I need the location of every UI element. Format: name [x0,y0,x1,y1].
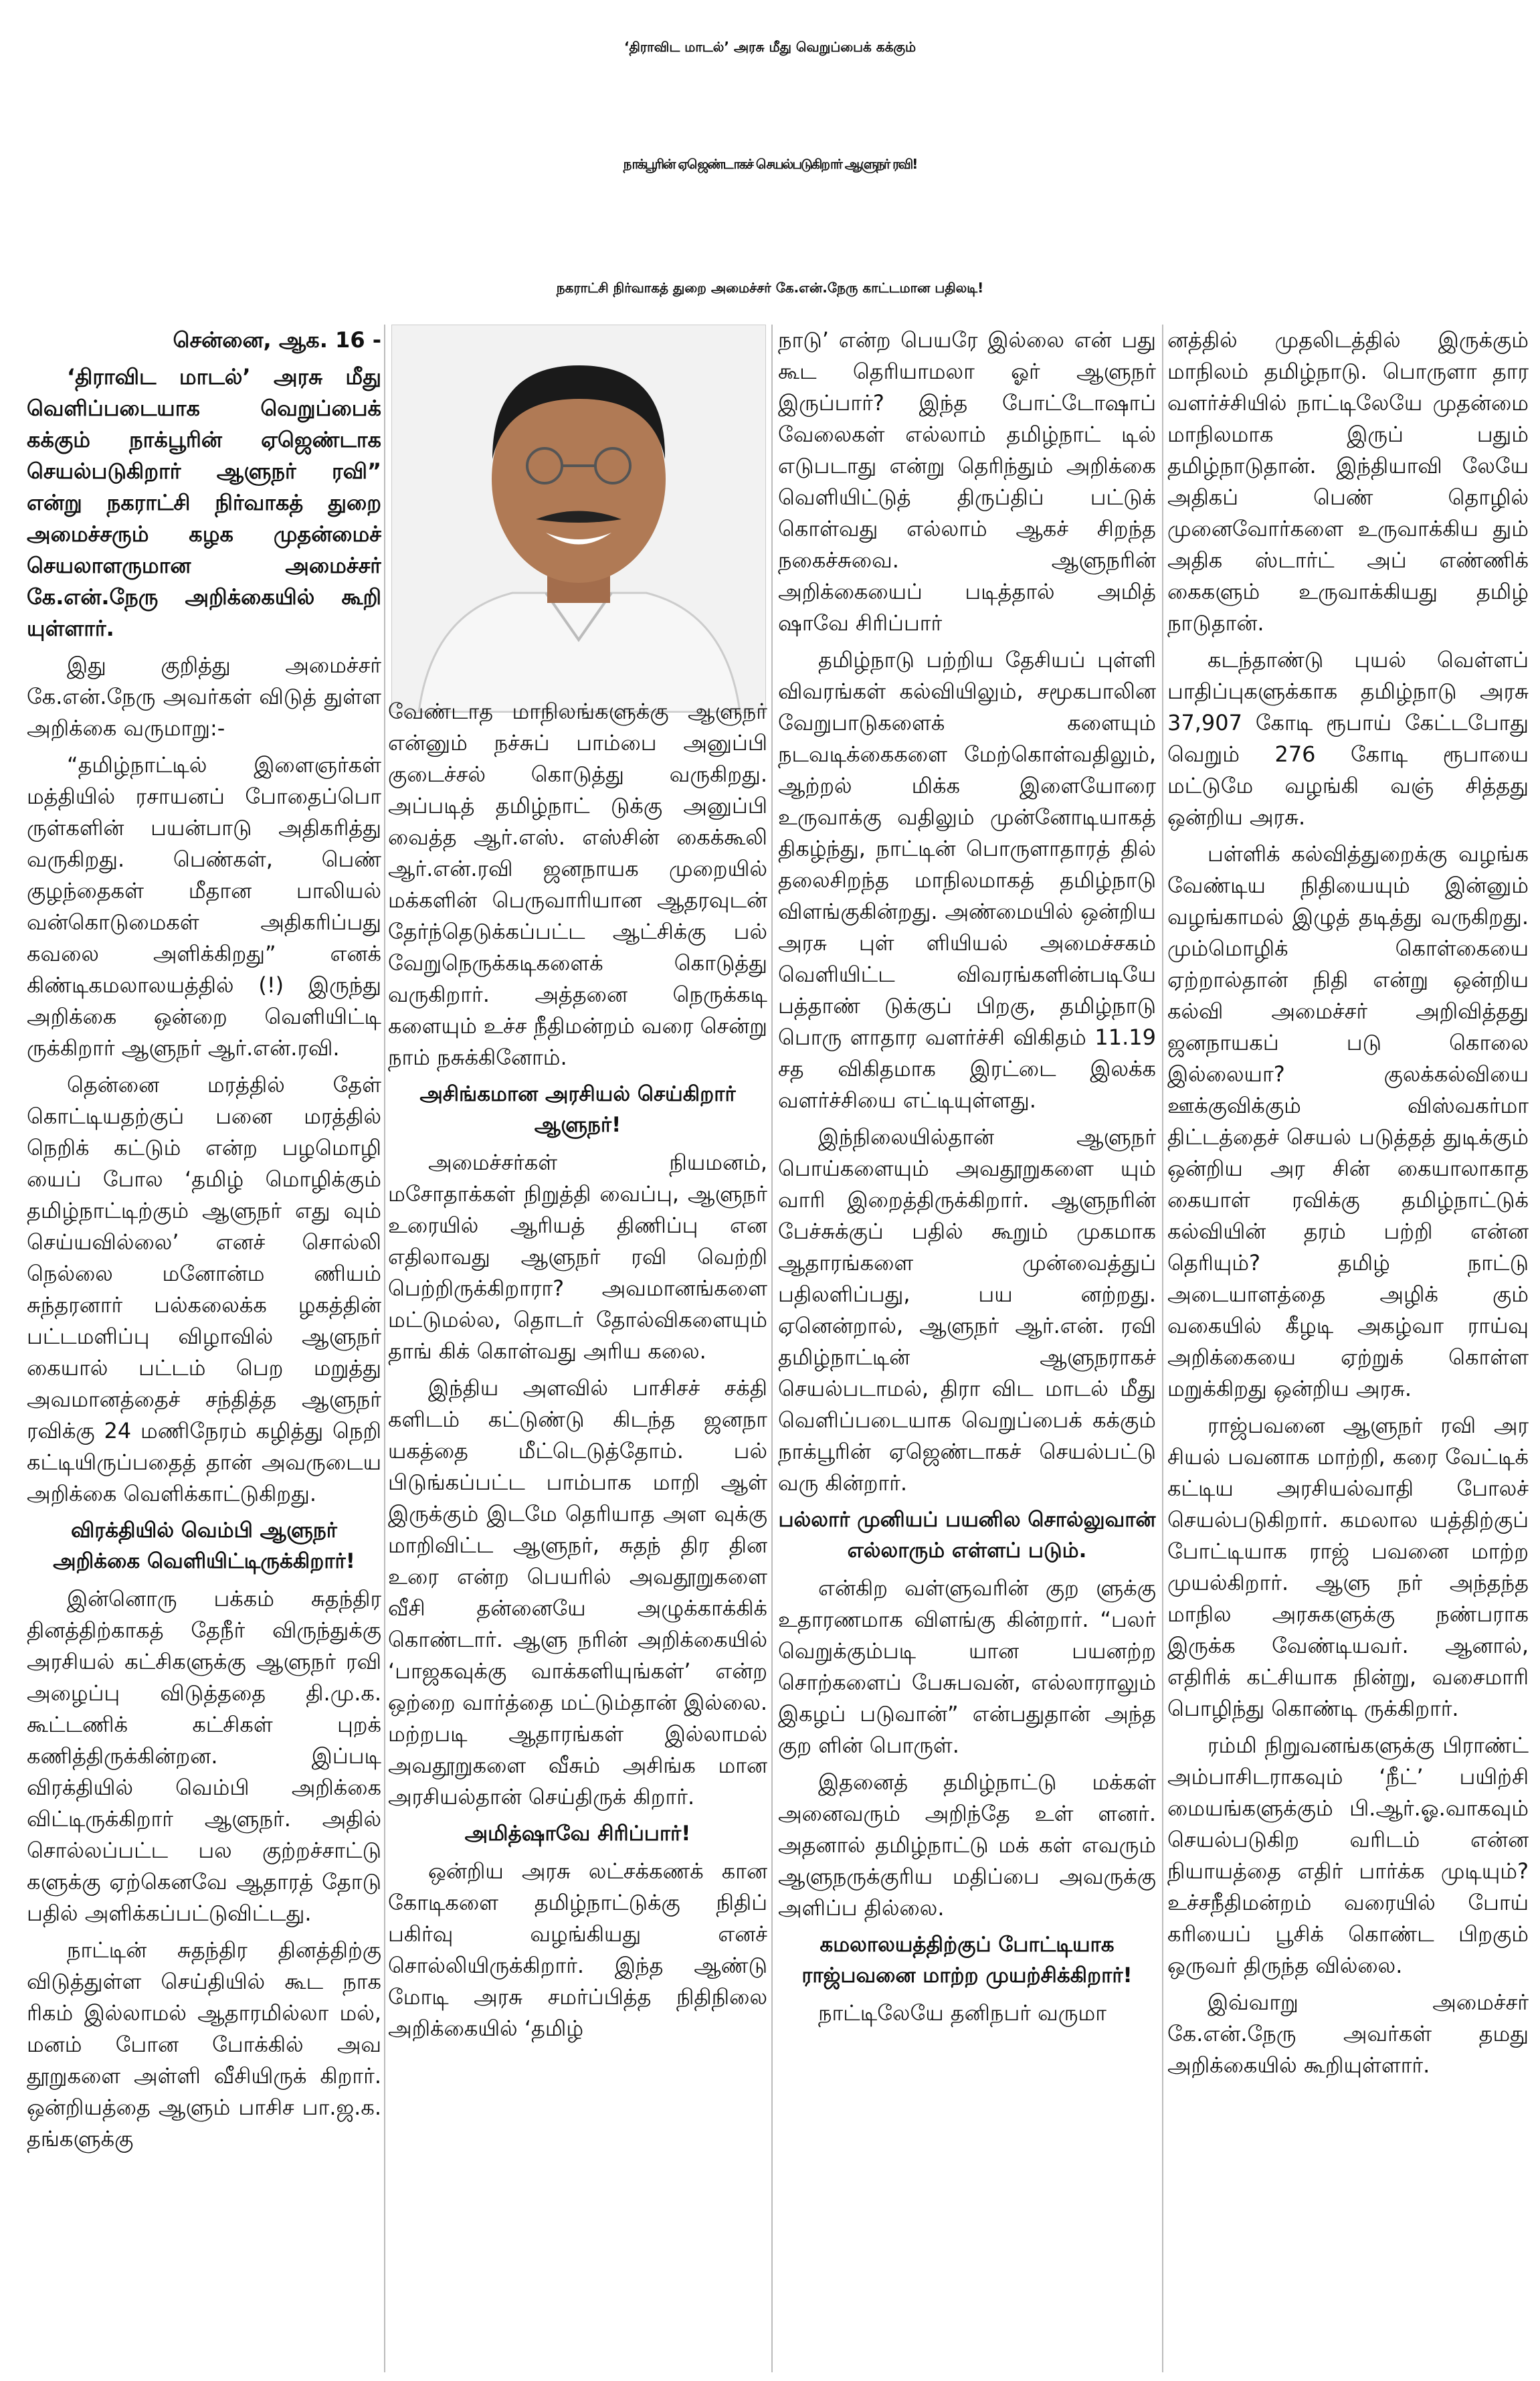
headline-kicker: ‘திராவிட மாடல்’ அரசு மீது வெறுப்பைக் கக்கும் [623,39,917,55]
paragraph: அமைச்சர்கள் நியமனம், மசோதாக்கள் நிறுத்தி வைப்பு, ஆளுநர் உரையில் ஆரியத் திணிப்பு என எதிலாவது ஆளுநர் ரவி வெற்றி பெற்றிருக்கிறாரா? அவமானங்களை மட்டுமல்ல, தொடர் தோல்விகளையும் தாங் கிக் கொள்வது அரிய கலை. [388,1150,767,1364]
paragraph: இவ்வாறு அமைச்சர் கே.என்.நேரு அவர்கள் தமது அறிக்கையில் கூறியுள்ளார். [1167,1990,1529,2078]
subheading: கமலாலயத்திற்குப் போட்டியாக ராஜ்பவனை மாற்ற முயற்சிக்கிறார்! [801,1933,1133,1988]
paragraph: என்கிற வள்ளுவரின் குற ளுக்கு உதாரணமாக விளங்கு கின்றார். “பலர் வெறுக்கும்படி யான பயனற்ற சொற்களைப் பேசுபவன், எல்லாராலும் இகழப் படுவான்” என்பதுதான் அந்த குற ளின் பொருள். [778,1575,1156,1758]
subheading: அசிங்கமான அரசியல் செய்கிறார் ஆளுநர்! [419,1082,736,1137]
paragraph: பள்ளிக் கல்வித்துறைக்கு வழங்க வேண்டிய நிதியையும் இன்னும் வழங்காமல் இழுத் தடித்து வருகிறது. மும்மொழிக் கொள்கையை ஏற்றால்தான் நிதி என்று ஒன்றிய கல்வி அமைச்சர் அறிவித்தது ஜனநாயகப் படு கொலை இல்லையா? குலக்கல்வியை ஊக்குவிக்கும் விஸ்வகர்மா திட்டத்தைச் செயல் படுத்தத் துடிக்கும் ஒன்றிய அர சின் கையாலாகாத கையாள் ரவிக்கு தமிழ்நாட்டுக் கல்வியின் தரம் பற்றி என்ன தெரியும்? தமிழ் நாட்டு அடையாளத்தை அழிக் கும் வகையில் கீழடி அகழ்வா ராய்வு அறிக்கையை ஏற்றுக் கொள்ள மறுக்கிறது ஒன்றிய அரசு. [1167,841,1529,1401]
paragraph: ஒன்றிய அரசு லட்சக்கணக் கான கோடிகளை தமிழ்நாட்டுக்கு நிதிப் பகிர்வு வழங்கியது எனச் சொல்லியிருக்கிறார். இந்த ஆண்டு மோடி அரசு சமர்ப்பித்த நிதிநிலை அறிக்கையில் ‘தமிழ் [388,1858,767,2041]
column-divider [771,325,773,2372]
paragraph: இந்திய அளவில் பாசிசச் சக்தி களிடம் கட்டுண்டு கிடந்த ஜனநா யகத்தை மீட்டெடுத்தோம். பல் பிடுங்கப்பட்ட பாம்பாக மாறி ஆள் இருக்கும் இடமே தெரியாத அள வுக்கு மாறிவிட்ட ஆளுநர், சுதந் திர தின உரை என்ற பெயரில் அவதூறுகளை வீசி தன்னையே அழுக்காக்கிக் கொண்டார். ஆளு நரின் அறிக்கையில் ‘பாஜகவுக்கு வாக்களியுங்கள்’ என்ற ஒற்றை வார்த்தை மட்டும்தான் இல்லை. மற்றபடி ஆதாரங்கள் இல்லாமல் அவதூறுகளை வீசும் அசிங்க மான அரசியல்தான் செய்திருக் கிறார். [388,1375,767,1810]
subheading: பல்லார் முனியப் பயனில சொல்லுவான் எல்லாரும் எள்ளப் படும். [778,1508,1156,1563]
paragraph: இன்னொரு பக்கம் சுதந்திர தினத்திற்காகத் தேநீர் விருந்துக்கு அரசியல் கட்சிகளுக்கு ஆளுநர் ரவி அழைப்பு விடுத்ததை தி.மு.க. கூட்டணிக் கட்சிகள் புறக் கணித்திருக்கின்றன. இப்படி விரக்தியில் வெம்பி அறிக்கை விட்டிருக்கிறார் ஆளுநர். அதில் சொல்லப்பட்ட பல குற்றச்சாட்டு களுக்கு ஏற்கெனவே ஆதாரத் தோடு பதில் அளிக்கப்பட்டுவிட்டது. [27,1586,381,1926]
paragraph: நாட்டிலேயே தனிநபர் வருமா [818,2000,1106,2026]
subheading: அமித்ஷாவே சிரிப்பார்! [464,1822,691,1846]
paragraph: தென்னை மரத்தில் தேள் கொட்டியதற்குப் பனை மரத்தில் நெறிக் கட்டும் என்ற பழமொழி யைப் போல ‘தமிழ் மொழிக்கும் தமிழ்நாட்டிற்கும் ஆளுநர் எது வும் செய்யவில்லை’ எனச் சொல்லி நெல்லை மனோன்ம ணியம் சுந்தரனார் பல்கலைக்க ழகத்தின் பட்டமளிப்பு விழாவில் ஆளுநர் கையால் பட்டம் பெற மறுத்து அவமானத்தைச் சந்தித்த ஆளுநர் ரவிக்கு 24 மணிநேரம் கழித்து நெறி கட்டியிருப்பதைத் தான் அவருடைய அறிக்கை வெளிக்காட்டுகிறது. [27,1072,381,1506]
lead-paragraph: ‘திராவிட மாடல்’ அரசு மீது வெளிப்படையாக வெறுப்பைக் கக்கும் நாக்பூரின் ஏஜெண்டாக செயல்படுகிறார் ஆளுநர் ரவி” என்று நகராட்சி நிர்வாகத் துறை அமைச்சரும் கழக முதன்மைச் செயலாளருமான அமைச்சர் கே.என்.நேரு அறிக்கையில் கூறி யுள்ளார். [27,364,381,641]
paragraph: இது குறித்து அமைச்சர் கே.என்.நேரு அவர்கள் விடுத் துள்ள அறிக்கை வருமாறு:- [27,652,381,741]
dateline: சென்னை, ஆக. 16 - [173,327,381,353]
column-divider [1162,325,1163,2372]
paragraph: நாட்டின் சுதந்திர தினத்திற்கு விடுத்துள்ள செய்தியில் கூட நாக ரிகம் இல்லாமல் ஆதாரமில்லா மல், மனம் போன போக்கில் அவ தூறுகளை அள்ளி வீசியிருக் கிறார். ஒன்றியத்தை ஆளும் பாசிச பா.ஜ.க. தங்களுக்கு [27,1937,381,2151]
paragraph: கடந்தாண்டு புயல் வெள்ளப் பாதிப்புகளுக்காக தமிழ்நாடு அரசு 37,907 கோடி ரூபாய் கேட்டபோது வெறும் 276 கோடி ரூபாயை மட்டுமே வழங்கி வஞ் சித்தது ஒன்றிய அரசு. [1167,647,1529,830]
paragraph: இந்நிலையில்தான் ஆளுநர் பொய்களையும் அவதூறுகளை யும் வாரி இறைத்திருக்கிறார். ஆளுநரின் பேச்சுக்குப் பதில் கூறும் முகமாக ஆதாரங்களை முன்வைத்துப் பதிலளிப்பது, பய னற்றது. ஏனென்றால், ஆளுநர் ஆர்.என். ரவி தமிழ்நாட்டின் ஆளுநராகச் செயல்படாமல், திரா விட மாடல் மீது வெளிப்படையாக வெறுப்பைக் கக்கும் நாக்பூரின் ஏஜெண்டாகச் செயல்பட்டு வரு கின்றார். [778,1124,1156,1496]
paragraph: இதனைத் தமிழ்நாட்டு மக்கள் அனைவரும் அறிந்தே உள் ளனர். அதனால் தமிழ்நாட்டு மக் கள் எவரும் ஆளுநருக்குரிய மதிப்பை அவருக்கு அளிப்ப தில்லை. [778,1769,1156,1921]
article-column-2 [388,325,767,2372]
subheading: விரக்தியில் வெம்பி ஆளுநர் அறிக்கை வெளியிட்டிருக்கிறார்! [53,1518,355,1573]
paragraph: வேண்டாத மாநிலங்களுக்கு ஆளுநர் என்னும் நச்சுப் பாம்பை அனுப்பி குடைச்சல் கொடுத்து வருகிறது. அப்படித் தமிழ்நாட் டுக்கு அனுப்பி வைத்த ஆர்.எஸ். எஸ்சின் கைக்கூலி ஆர்.என்.ரவி ஜனநாயக முறையில் மக்களின் பெருவாரியான ஆதரவுடன் தேர்ந்தெடுக்கப்பட்ட ஆட்சிக்கு பல் வேறுநெருக்கடிகளைக் கொடுத்து வருகிறார். அத்தனை நெருக்கடி களையும் உச்ச நீதிமன்றம் வரை சென்று நாம் நசுக்கினோம். [388,699,767,1070]
paragraph: னத்தில் முதலிடத்தில் இருக்கும் மாநிலம் தமிழ்நாடு. பொருளா தார வளர்ச்சியில் நாட்டிலேயே முதன்மை மாநிலமாக இருப் பதும் தமிழ்நாடுதான். இந்தியாவி லேயே அதிகப் பெண் தொழில் முனைவோர்களை உருவாக்கிய தும் அதிக ஸ்டார்ட் அப் எண்ணிக் கைகளும் உருவாக்கியது தமிழ் நாடுதான். [1167,327,1529,636]
paragraph: ராஜ்பவனை ஆளுநர் ரவி அர சியல் பவனாக மாற்றி, கரை வேட்டிக் கட்டிய அரசியல்வாதி போலச் செயல்படுகிறார். கமலால யத்திற்குப் போட்டியாக ராஜ் பவனை மாற்ற முயல்கிறார். ஆளு நர் அந்தந்த மாநில அரசுகளுக்கு நண்பராக இருக்க வேண்டியவர். ஆனால், எதிரிக் கட்சியாக நின்று, வசைமாரி பொழிந்து கொண்டி ருக்கிறார். [1167,1413,1529,1721]
paragraph: நாடு’ என்ற பெயரே இல்லை என் பது கூட தெரியாமலா ஓர் ஆளுநர் இருப்பார்? இந்த போட்டோஷாப் வேலைகள் எல்லாம் தமிழ்நாட் டில் எடுபடாது என்று தெரிந்தும் அறிக்கை வெளியிட்டுத் திருப்திப் பட்டுக் கொள்வது எல்லாம் ஆகச் சிறந்த நகைச்சுவை. ஆளுநரின் அறிக்கையைப் படித்தால் அமித் ஷாவே சிரிப்பார் [778,327,1156,636]
paragraph: ரம்மி நிறுவனங்களுக்கு பிராண்ட் அம்பாசிடராகவும் ‘நீட்’ பயிற்சி மையங்களுக்கும் பி.ஆர்.ஓ.வாகவும் செயல்படுகிற வரிடம் என்ன நியாயத்தை எதிர் பார்க்க முடியும்? உச்சநீதிமன்றம் வரையில் போய் கரியைப் பூசிக் கொண்ட பிறகும் ஒருவர் திருந்த வில்லை. [1167,1733,1529,1978]
headline-sub: நகராட்சி நிர்வாகத் துறை அமைச்சர் கே.என்.நேரு காட்டமான பதிலடி! [556,280,984,296]
article-column-4 [1167,325,1529,2372]
article-column-1 [27,325,381,2372]
article-column-3 [778,325,1156,2372]
paragraph: தமிழ்நாடு பற்றிய தேசியப் புள்ளி விவரங்கள் கல்வியிலும், சமூகபாலின வேறுபாடுகளைக் களையும் நடவடிக்கைகளை மேற்கொள்வதிலும், ஆற்றல் மிக்க இளையோரை உருவாக்கு வதிலும் முன்னோடியாகத் திகழ்ந்து, நாட்டின் பொருளாதாரத் தில் தலைசிறந்த மாநிலமாகத் தமிழ்நாடு விளங்குகின்றது. அண்மையில் ஒன்றிய அரசு புள் ளியியல் அமைச்சகம் வெளியிட்ட விவரங்களின்படியே பத்தாண் டுக்குப் பிறகு, தமிழ்நாடு பொரு ளாதார வளர்ச்சி விகிதம் 11.19 சத விகிதமாக இரட்டை இலக்க வளர்ச்சியை எட்டியுள்ளது. [778,647,1156,1113]
paragraph: “தமிழ்நாட்டில் இளைஞர்கள் மத்தியில் ரசாயனப் போதைப்பொ ருள்களின் பயன்பாடு அதிகரித்து வருகிறது. பெண்கள், பெண் குழந்தைகள் மீதான பாலியல் வன்கொடுமைகள் அதிகரிப்பது கவலை அளிக்கிறது” எனக் கிண்டிகமலாலயத்தில் (!) இருந்து அறிக்கை ஒன்றை வெளியிட்டி ருக்கிறார் ஆளுநர் ஆர்.என்.ரவி. [27,752,381,1061]
column-divider [384,325,385,2372]
headline-main: நாக்பூரின் ஏஜெண்டாகச் செயல்படுகிறார் ஆளுநர் ரவி! [623,156,917,172]
